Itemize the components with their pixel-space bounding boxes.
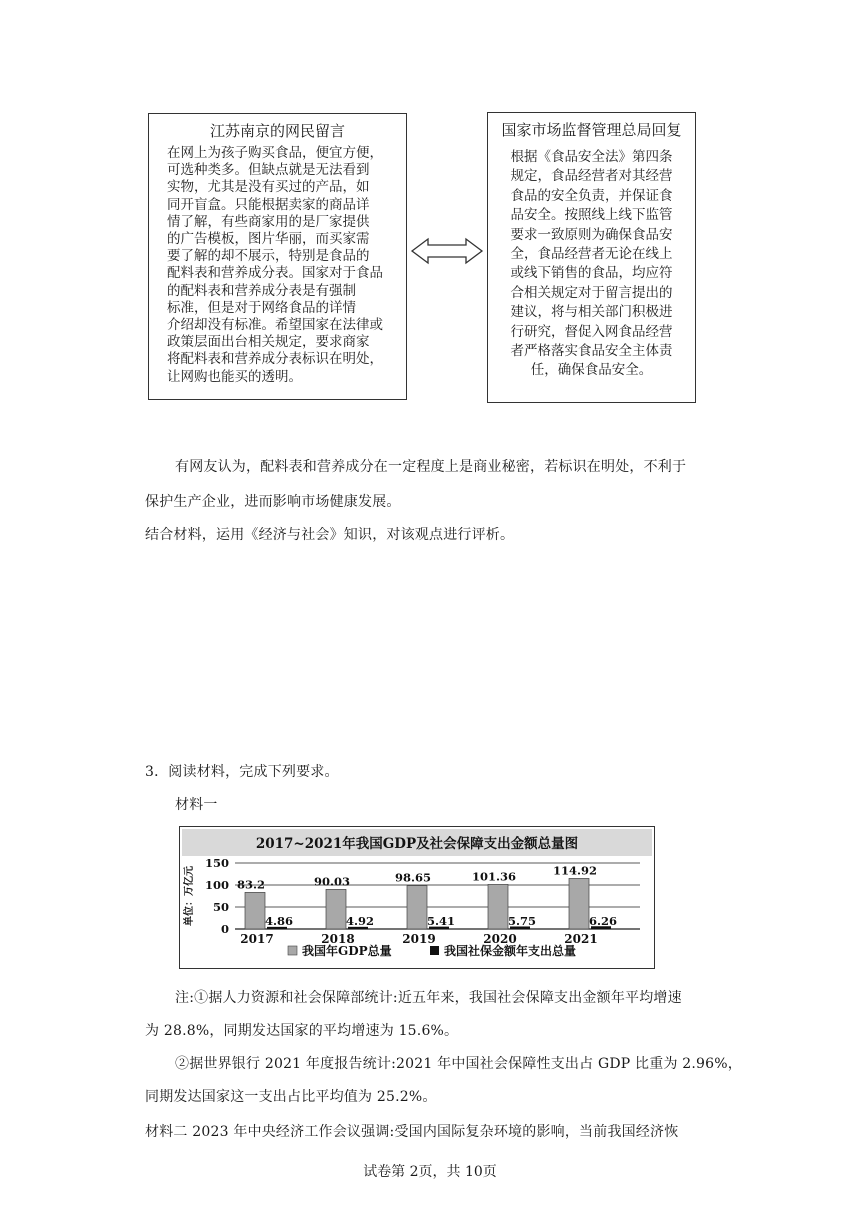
text-line: 介绍却没有标准。希望国家在法律或	[167, 317, 383, 334]
y-tick-label: 150	[204, 856, 229, 870]
gdp-value-label: 101.36	[471, 869, 517, 884]
text-line: 合相关规定对于留言提出的	[510, 284, 673, 301]
text-line: 全，食品经营者无论在线上	[510, 246, 673, 263]
text-line: 者严格落实食品安全主体责	[510, 343, 673, 360]
note1-line2: 为 28.8%，同期发达国家的平均增速为 15.6%。	[145, 1023, 459, 1039]
netizen-message-body	[149, 145, 406, 386]
text-line: 任，确保食品安全。	[530, 362, 653, 379]
social-security-value-label: 5.41	[426, 914, 456, 928]
text-line: 同开盲盒。只能根据卖家的商品详	[167, 196, 370, 213]
text-line: 的广告模板，图片华丽，而买家需	[167, 231, 370, 248]
note1-line1: 注:①据人力资源和社会保障部统计:近五年来，我国社会保障支出金额年平均增速	[175, 990, 682, 1006]
text-line: 规定，食品经营者对其经营	[510, 168, 673, 185]
text-line: 行研究，督促入网食品经营	[510, 323, 673, 340]
y-tick-label: 0	[220, 922, 229, 936]
legend-label-gdp: 我国年GDP总量	[302, 944, 392, 958]
y-tick-label: 50	[212, 900, 229, 914]
text-line: 让网购也能买的透明。	[167, 368, 302, 385]
gdp-value-label: 90.03	[313, 874, 351, 889]
social-security-value-label: 4.86	[264, 914, 294, 928]
gdp-value-label: 114.92	[552, 863, 598, 878]
text-line: 要了解的却不展示，特别是食品的	[167, 248, 370, 265]
text-line: 或线下销售的食品，均应符	[510, 265, 673, 282]
y-tick-label: 100	[204, 878, 229, 892]
social-security-value-label: 6.26	[588, 914, 618, 928]
text-line: 情了解，有些商家用的是厂家提供	[167, 213, 370, 230]
note2-line2: 同期发达国家这一支出占比平均值为 25.2%。	[145, 1089, 437, 1105]
material2-line: 材料二 2023 年中央经济工作会议强调:受国内国际复杂环境的影响，当前我国经济恢	[145, 1124, 679, 1140]
gdp-bar	[326, 889, 346, 929]
x-tick-label: 2017	[240, 932, 274, 946]
chart-svg	[180, 827, 654, 968]
gdp-bar	[488, 884, 508, 929]
double-arrow-icon	[410, 236, 484, 266]
text-line: 食品的安全负责，并保证食	[510, 187, 673, 204]
note2-line1: ②据世界银行 2021 年度报告统计:2021 年中国社会保障性支出占 GDP 比重为 2.96%，	[175, 1056, 742, 1072]
regulator-reply-box	[487, 112, 696, 403]
gdp-bar	[407, 886, 427, 929]
gdp-bar	[569, 878, 589, 929]
x-tick-label: 2020	[483, 932, 517, 946]
q2-paragraph-line2: 保护生产企业，进而影响市场健康发展。	[145, 494, 401, 510]
text-line: 将配料表和营养成分表标识在明处，	[167, 351, 383, 368]
netizen-message-title: 江苏南京的网民留言	[209, 122, 345, 140]
social-security-value-label: 4.92	[345, 914, 375, 928]
text-line: 实物，尤其是没有买过的产品，如	[167, 179, 370, 196]
text-line: 建议，将与相关部门积极进	[510, 304, 673, 321]
regulator-reply-title: 国家市场监督管理总局回复	[501, 121, 682, 139]
legend-label-social-security: 我国社保金额年支出总量	[444, 944, 577, 958]
page-footer: 试卷第 2页，共 10页	[363, 1164, 497, 1180]
text-line: 根据《食品安全法》第四条	[510, 149, 673, 165]
gdp-value-label: 83.2	[236, 877, 266, 892]
text-line: 要求一致原则为确保食品安	[510, 226, 673, 243]
material1-label: 材料一	[175, 797, 218, 813]
text-line: 可选种类多。但缺点就是无法看到	[167, 162, 370, 179]
legend-swatch-social-security	[430, 946, 439, 955]
y-axis-label: 单位：万亿元	[184, 866, 195, 926]
chart-title: 2017~2021年我国GDP及社会保障支出金额总量图	[255, 836, 579, 852]
x-tick-label: 2021	[564, 932, 598, 946]
q3-heading: 3．阅读材料，完成下列要求。	[145, 764, 339, 780]
q2-paragraph-line1: 有网友认为，配料表和营养成分在一定程度上是商业秘密，若标识在明处，不利于	[175, 459, 687, 475]
gdp-value-label: 98.65	[394, 870, 432, 885]
text-line: 政策层面出台相关规定，要求商家	[167, 334, 370, 351]
social-security-value-label: 5.75	[507, 914, 537, 928]
text-line: 品安全。按照线上线下监管	[510, 207, 673, 224]
legend-swatch-gdp	[288, 946, 297, 955]
netizen-message-box	[148, 113, 407, 400]
gdp-bar	[245, 892, 265, 929]
x-tick-label: 2019	[402, 932, 436, 946]
text-line: 的配料表和营养成分表是有强制	[167, 282, 356, 299]
x-tick-label: 2018	[321, 932, 355, 946]
q2-task: 结合材料，运用《经济与社会》知识，对该观点进行评析。	[145, 527, 515, 543]
text-line: 配料表和营养成分表。国家对于食品	[167, 265, 383, 282]
gdp-social-security-chart	[179, 826, 655, 969]
regulator-reply-body	[488, 148, 695, 381]
text-line: 标准，但是对于网络食品的详情	[167, 299, 356, 316]
text-line: 在网上为孩子购买食品，便宜方便，	[167, 145, 383, 161]
